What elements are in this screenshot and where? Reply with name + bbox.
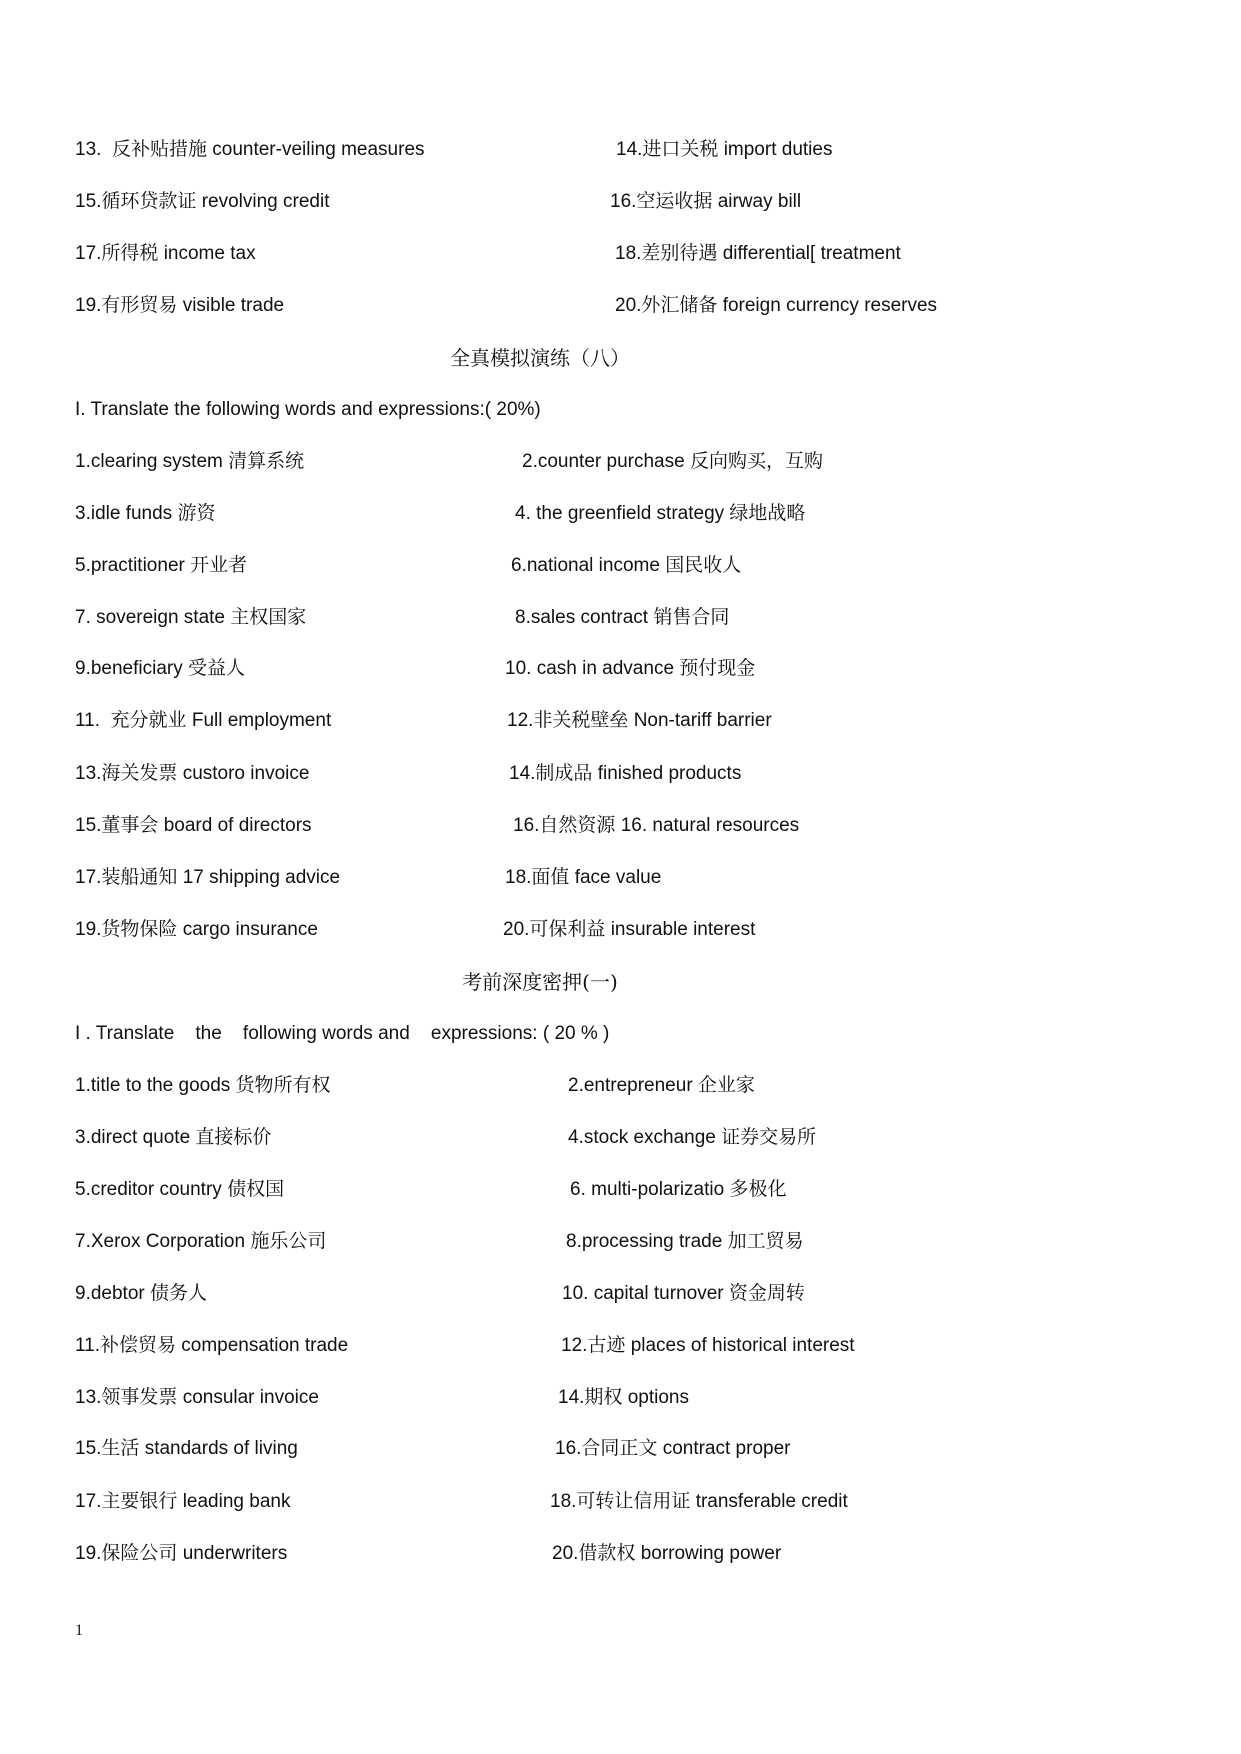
vocab-item: 12.非关税壁垒 Non-tariff barrier: [507, 710, 772, 731]
vocab-item: 15.循环贷款证 revolving credit: [75, 191, 330, 212]
vocab-item: 13.海关发票 custoro invoice: [75, 763, 310, 784]
section-heading: 考前深度密押(一): [462, 970, 618, 994]
vocab-item: 13.领事发票 consular invoice: [75, 1387, 319, 1408]
vocab-item: 12.古迹 places of historical interest: [561, 1335, 855, 1356]
vocab-item: 16.自然资源 16. natural resources: [513, 815, 800, 836]
vocab-item: 6. multi-polarizatio 多极化: [570, 1179, 787, 1200]
vocab-item: 16.空运收据 airway bill: [610, 191, 802, 212]
vocab-item: 3.idle funds 游资: [75, 503, 216, 524]
vocab-item: 8.processing trade 加工贸易: [566, 1231, 804, 1252]
vocab-item: 9.debtor 债务人: [75, 1283, 207, 1304]
vocab-item: 5.creditor country 债权国: [75, 1179, 285, 1200]
vocab-item: 8.sales contract 销售合同: [515, 607, 730, 628]
vocab-item: 20.可保利益 insurable interest: [503, 919, 756, 940]
section-instruction: I . Translate the following words and expressions: ( 20 % ): [75, 1023, 610, 1044]
vocab-item: 7. sovereign state 主权国家: [75, 607, 307, 628]
vocab-item: 14.期权 options: [558, 1387, 689, 1408]
vocab-item: 19.保险公司 underwriters: [75, 1543, 288, 1564]
section-instruction: I. Translate the following words and expressions:( 20%): [75, 399, 541, 420]
vocab-item: 15.董事会 board of directors: [75, 815, 312, 836]
vocab-item: 1.title to the goods 货物所有权: [75, 1075, 331, 1096]
vocab-item: 20.借款权 borrowing power: [552, 1543, 782, 1564]
vocab-item: 3.direct quote 直接标价: [75, 1127, 272, 1148]
vocab-item: 13. 反补贴措施 counter-veiling measures: [75, 139, 425, 160]
vocab-item: 20.外汇储备 foreign currency reserves: [615, 295, 938, 316]
vocab-item: 2.counter purchase 反向购买，互购: [522, 451, 823, 472]
vocab-item: 16.合同正文 contract proper: [555, 1438, 791, 1459]
vocab-item: 17.主要银行 leading bank: [75, 1491, 291, 1512]
vocab-item: 15.生活 standards of living: [75, 1438, 298, 1459]
vocab-item: 10. capital turnover 资金周转: [562, 1283, 805, 1304]
vocab-item: 4. the greenfield strategy 绿地战略: [515, 503, 806, 524]
vocab-item: 6.national income 国民收人: [511, 555, 742, 576]
vocab-item: 14.制成品 finished products: [509, 763, 742, 784]
vocab-item: 14.进口关税 import duties: [616, 139, 833, 160]
vocab-item: 4.stock exchange 证券交易所: [568, 1127, 817, 1148]
section-heading: 全真模拟演练（八）: [450, 346, 630, 370]
vocab-item: 7.Xerox Corporation 施乐公司: [75, 1231, 327, 1252]
vocab-item: 2.entrepreneur 企业家: [568, 1075, 755, 1096]
vocab-item: 18.面值 face value: [505, 867, 662, 888]
vocab-item: 17.装船通知 17 shipping advice: [75, 867, 341, 888]
vocab-item: 11.补偿贸易 compensation trade: [75, 1335, 349, 1356]
page-number: 1: [75, 1622, 83, 1639]
vocab-item: 9.beneficiary 受益人: [75, 658, 246, 679]
vocab-item: 18.可转让信用证 transferable credit: [550, 1491, 848, 1512]
vocab-item: 18.差别待遇 differential[ treatment: [615, 243, 901, 264]
vocab-item: 17.所得税 income tax: [75, 243, 256, 264]
vocab-item: 19.有形贸易 visible trade: [75, 295, 285, 316]
vocab-item: 11. 充分就业 Full employment: [75, 710, 332, 731]
vocab-item: 19.货物保险 cargo insurance: [75, 919, 318, 940]
vocab-item: 1.clearing system 清算系统: [75, 451, 305, 472]
vocab-item: 10. cash in advance 预付现金: [505, 658, 756, 679]
vocab-item: 5.practitioner 开业者: [75, 555, 248, 576]
